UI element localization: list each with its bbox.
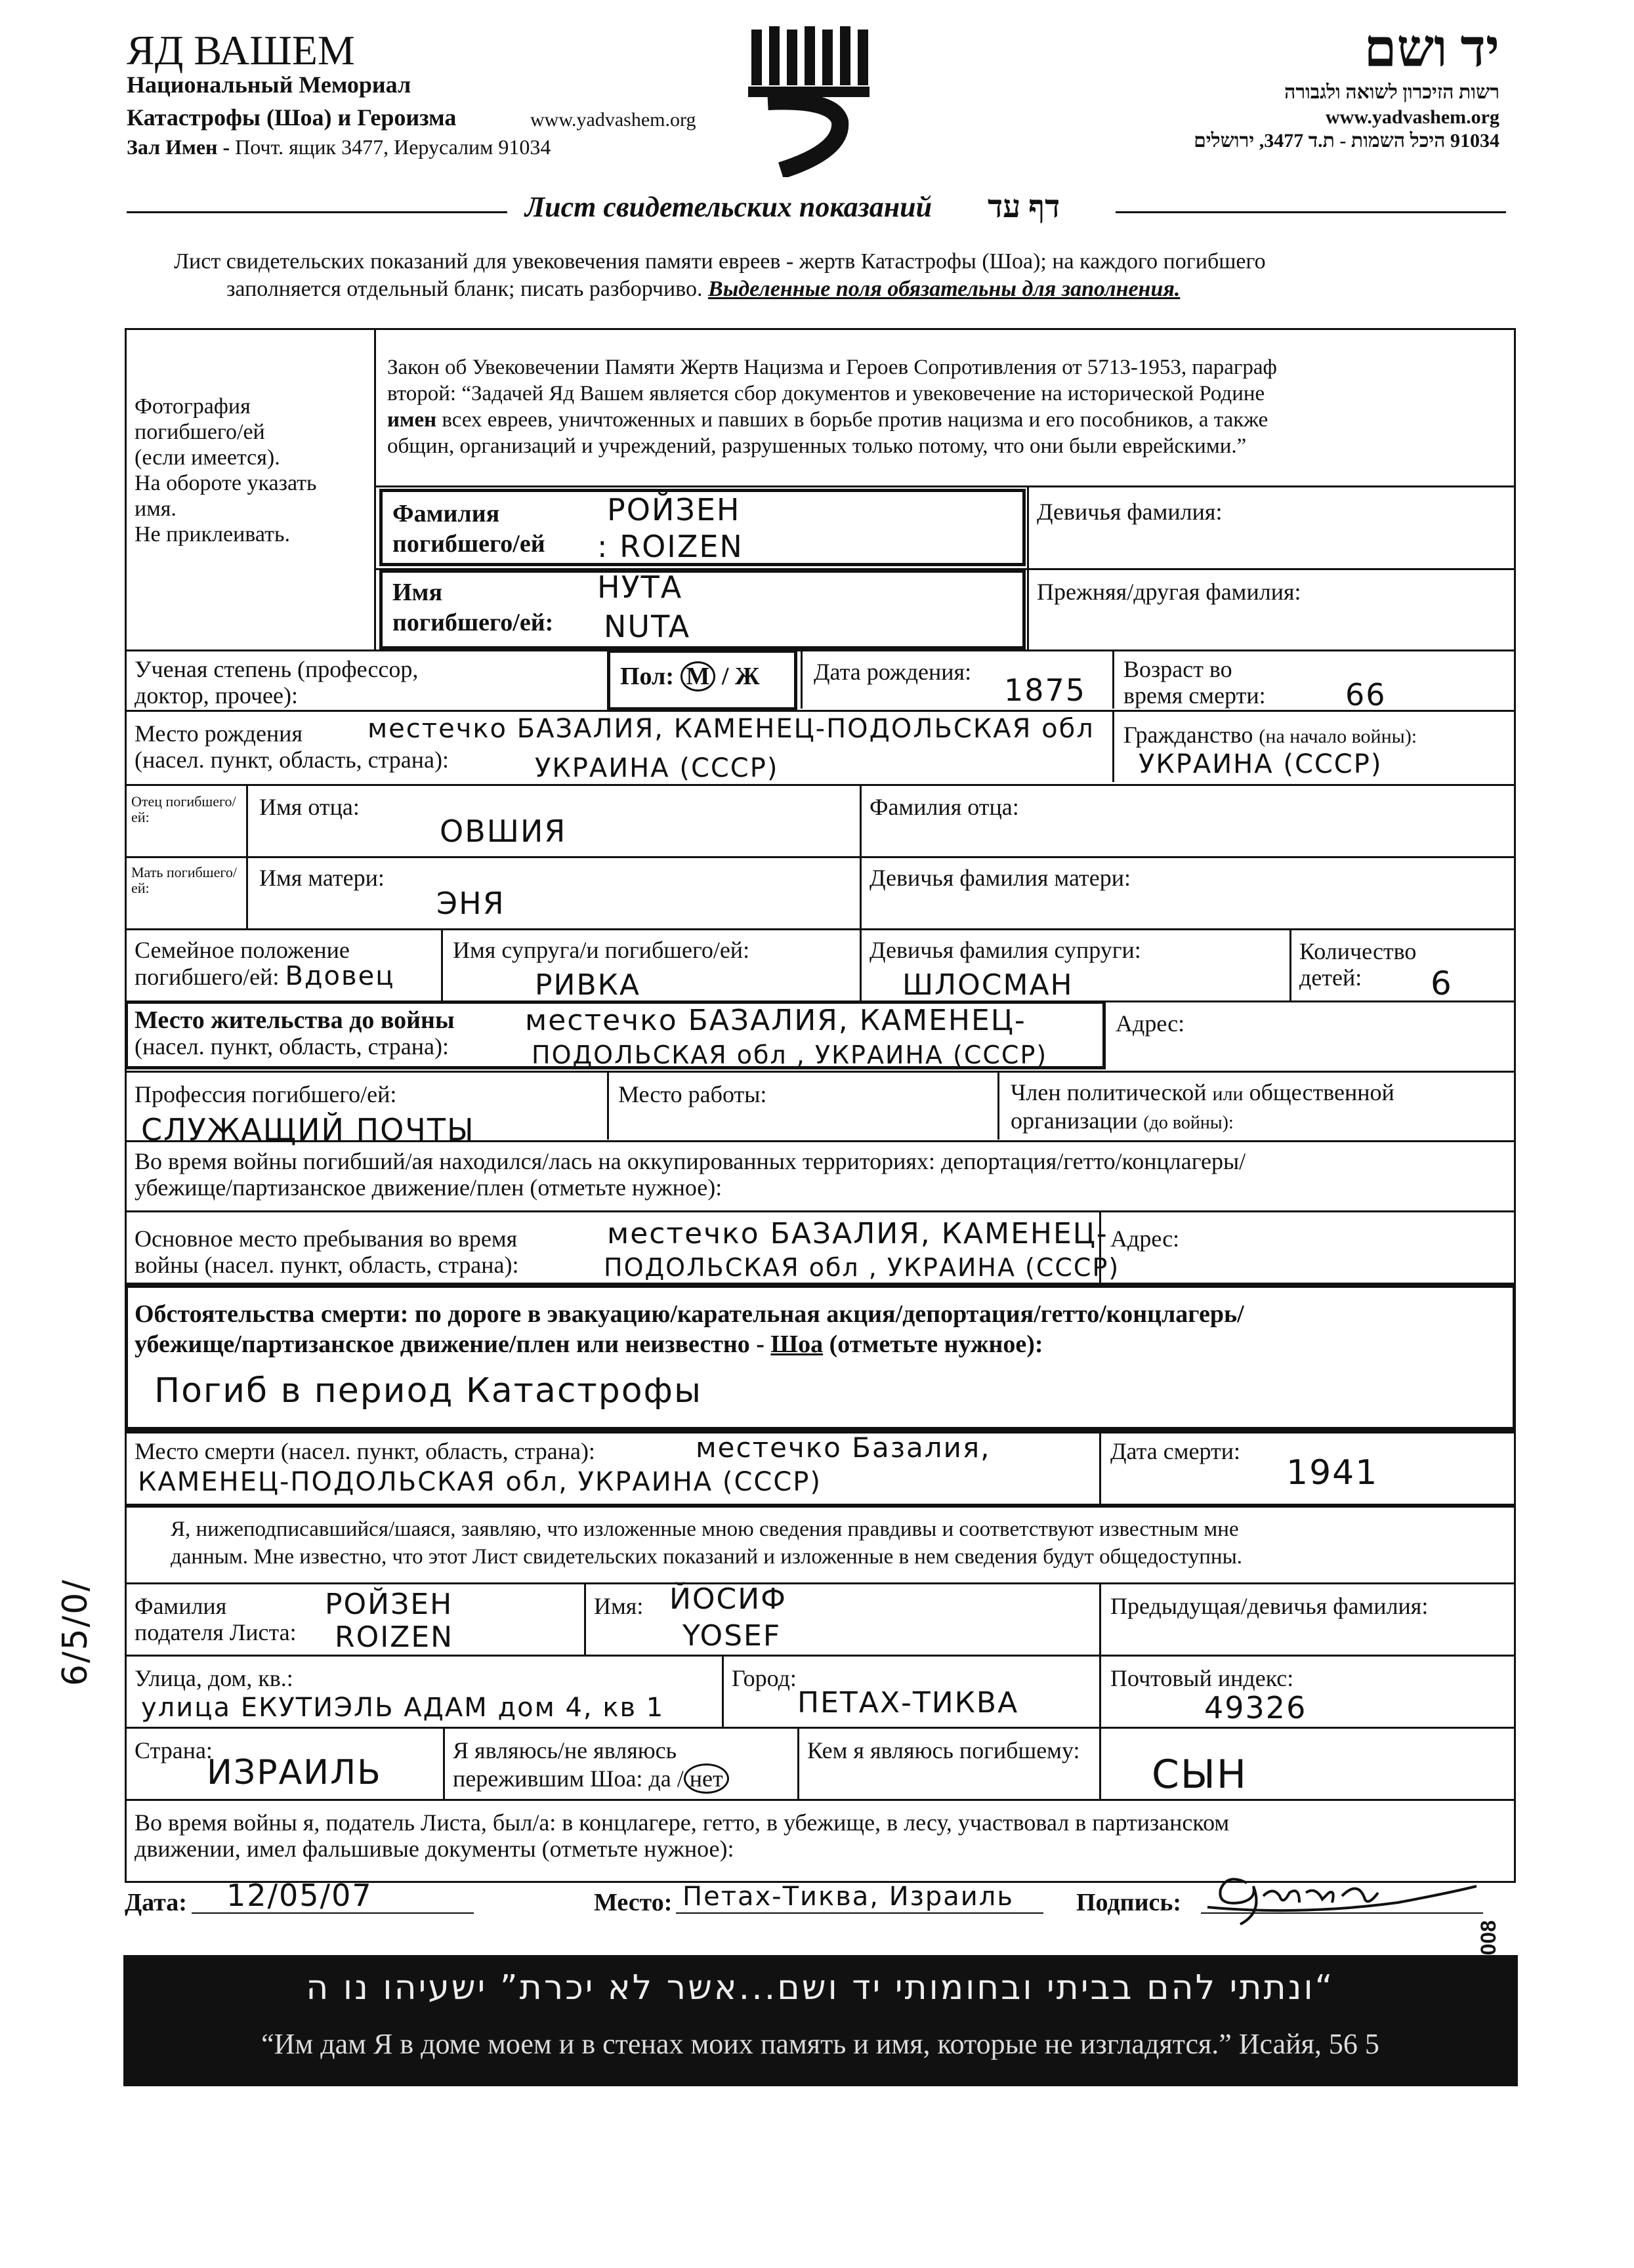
death-place-value2[interactable]: КАМЕНЕЦ-ПОДОЛЬСКАЯ обл, УКРАИНА (СССР)	[138, 1467, 822, 1497]
submitter-name-label: Имя:	[594, 1593, 644, 1619]
survivor-divider	[443, 1727, 445, 1799]
spouse-value[interactable]: РИВКА	[535, 968, 640, 1002]
relation-label: Кем я являюсь погибшему:	[807, 1737, 1080, 1763]
yad-vashem-logo	[742, 13, 873, 177]
victim-surname-l2: погибшего/ей	[392, 530, 545, 558]
member-divider	[997, 1071, 999, 1140]
age-value[interactable]: 66	[1345, 677, 1387, 712]
marital-value[interactable]: Вдовец	[285, 961, 395, 991]
children-value[interactable]: 6	[1431, 964, 1453, 1002]
org-line1: Национальный Мемориал	[127, 72, 411, 98]
law-text	[387, 354, 1277, 459]
law-l3-rest: всех евреев, уничтоженных и павших в борьбе против нацизма и его пособников, а также	[442, 408, 1268, 432]
he-website: www.yadvashem.org	[1325, 106, 1499, 128]
victim-other-surname-label: Прежняя/другая фамилия:	[1037, 579, 1301, 605]
member-l1b: или	[1212, 1083, 1244, 1105]
workplace-divider	[607, 1071, 609, 1140]
survivor-l2-text: пережившим Шоа: да /	[453, 1765, 684, 1792]
victim-name-l2: погибшего/ей:	[392, 609, 554, 636]
submitter-surname-lat[interactable]: ROIZEN	[335, 1620, 454, 1654]
declaration-bottom	[125, 1582, 1516, 1584]
submitter-surname-label	[135, 1593, 297, 1645]
submitter-surname-l2: подателя Листа:	[135, 1619, 297, 1645]
during-l1: Во время войны я, податель Листа, был/а: в концлагере, гетто, в убежище, в лесу, участвовал в партизанском	[135, 1809, 1230, 1836]
marital-l1: Семейное положение	[135, 937, 350, 963]
circ-l2c: (отметьте нужное):	[829, 1330, 1043, 1358]
main-place-label	[135, 1226, 519, 1278]
org-address: Почт. ящик 3477, Иерусалим 91034	[235, 135, 551, 159]
death-date-divider	[1099, 1430, 1101, 1506]
war-l2: убежище/партизанское движение/плен (отметьте нужное):	[135, 1174, 723, 1201]
country-label: Страна:	[135, 1737, 213, 1763]
spouse-maiden-label: Девичья фамилия супруги:	[869, 937, 1141, 963]
circ-l2	[135, 1329, 1244, 1359]
birthplace-bottom	[125, 784, 1516, 786]
main-place-l1: Основное место пребывания во время	[135, 1226, 518, 1252]
sex-field[interactable]	[620, 661, 760, 691]
maiden-divider	[1027, 485, 1029, 649]
dob-label: Дата рождения:	[814, 659, 972, 685]
residence-value1[interactable]: местечко БАЗАЛИЯ, КАМЕНЕЦ-	[525, 1004, 1026, 1037]
place-label: Место:	[594, 1889, 673, 1916]
he-line3: 91034 היכל השמות - ת.ד 3477, ירושלים	[1194, 130, 1499, 152]
photo-instructions	[135, 394, 317, 547]
workplace-label: Место работы:	[618, 1081, 767, 1107]
main-place-l2: войны (насел. пункт, область, страна):	[135, 1252, 519, 1278]
mother-name-value[interactable]: ЭНЯ	[436, 886, 505, 921]
zip-value[interactable]: 49326	[1204, 1690, 1307, 1725]
street-label: Улица, дом, кв.:	[135, 1665, 293, 1691]
photo-l2: погибшего/ей	[135, 420, 265, 444]
submitter-name-ru[interactable]: ЙОСИФ	[669, 1582, 787, 1616]
mother-side-label: Мать погибшего/ей:	[131, 864, 237, 896]
declaration-l1: Я, нижеподписавшийся/шаяся, заявляю, что изложенные мною сведения правдивы и соответствуют известным мне	[171, 1517, 1239, 1541]
father-side-label: Отец погибшего/ей:	[131, 793, 236, 825]
law-names: имен	[387, 408, 437, 432]
he-line1: רשות הזיכרון לשואה ולגבורה	[1284, 81, 1499, 103]
spouse-maiden-value[interactable]: ШЛОСМАН	[902, 968, 1074, 1002]
sex-female[interactable]: / Ж	[721, 663, 760, 690]
victim-surname-l1: Фамилия	[392, 500, 500, 527]
street-bottom	[125, 1727, 1516, 1729]
law-bottom	[374, 485, 1516, 487]
hall-of-names: Зал Имен -	[127, 135, 230, 159]
spouse-maiden-divider	[860, 928, 862, 1000]
submitter-prev-label: Предыдущая/девичья фамилия:	[1110, 1593, 1429, 1619]
city-divider	[722, 1655, 724, 1727]
date-label: Дата:	[125, 1889, 187, 1916]
citizenship-label	[1123, 722, 1417, 748]
circumstances-value[interactable]: Погиб в период Катастрофы	[154, 1371, 703, 1411]
marital-l2	[135, 963, 394, 990]
victim-surname-lat[interactable]: : ROIZEN	[597, 529, 744, 564]
photo-divider	[374, 328, 376, 649]
margin-note: 6/5/0/	[56, 1578, 95, 1686]
main-address-divider	[1099, 1210, 1101, 1283]
marital-label	[135, 937, 394, 990]
sign-underline	[1201, 1912, 1483, 1914]
photo-l6: Не приклеивать.	[135, 522, 290, 546]
war-bottom	[125, 1210, 1516, 1212]
circ-shoah: Шоа	[770, 1330, 824, 1358]
profession-label: Профессия погибшего/ей:	[135, 1081, 397, 1107]
org-name-he: יד ושם	[1364, 20, 1499, 78]
dob-divider-left	[801, 649, 803, 709]
org-line3	[127, 135, 551, 159]
footer-quote-ru: “Им дам Я в доме моем и в стенах моих память и имя, которые не изгладятся.” Исайя, 56 5	[261, 2028, 1379, 2060]
mother-bottom	[125, 928, 1516, 930]
org-line2: Катастрофы (Шоа) и Героизма	[127, 104, 457, 131]
city-label: Город:	[732, 1665, 797, 1691]
children-label	[1299, 938, 1416, 991]
victim-name-lat[interactable]: NUTA	[604, 609, 691, 644]
submitter-surname-l1: Фамилия	[135, 1593, 227, 1619]
dob-value[interactable]: 1875	[1004, 672, 1087, 708]
law-l3	[387, 407, 1277, 433]
spouse-divider	[441, 928, 443, 1000]
submitter-surname-ru[interactable]: РОЙЗЕН	[325, 1588, 453, 1621]
date-underline	[192, 1912, 474, 1914]
dob-bottom	[125, 710, 1516, 712]
submitter-prev-divider	[1099, 1582, 1101, 1799]
member-l2b: (до войны):	[1143, 1113, 1234, 1133]
death-date-value[interactable]: 1941	[1286, 1453, 1379, 1493]
submitter-name-bottom	[125, 1655, 1516, 1657]
war-location-label	[135, 1148, 1246, 1201]
circ-l2a: убежище/партизанское движение/плен или неизвестно -	[135, 1330, 765, 1358]
submitter-name-divider	[584, 1582, 586, 1655]
street-value[interactable]: улица ЕКУТИЭЛЬ АДАМ дом 4, кв 1	[141, 1693, 665, 1723]
form-title: Лист свидетельских показаний	[525, 191, 932, 223]
photo-l5: имя.	[135, 497, 177, 521]
zip-label: Почтовый индекс:	[1110, 1665, 1294, 1691]
member-l1c: общественной	[1249, 1079, 1394, 1105]
victim-maiden-label: Девичья фамилия:	[1037, 499, 1223, 525]
father-name-label: Имя отца:	[259, 794, 360, 820]
title-rule-right	[1116, 211, 1506, 213]
intro-line1: Лист свидетельских показаний для увековечения памяти евреев - жертв Катастрофы (Шоа); на каждого погибшего	[174, 249, 1266, 274]
residence-bottom	[125, 1071, 1516, 1073]
sign-label: Подпись:	[1076, 1889, 1182, 1916]
profession-bottom	[125, 1140, 1516, 1142]
death-place-label: Место смерти (насел. пункт, область, страна):	[135, 1438, 595, 1464]
citizenship-label-sub: (на начало войны):	[1259, 726, 1417, 747]
age-l1: Возраст во	[1123, 656, 1232, 682]
during-war-label	[135, 1809, 1229, 1862]
law-l2: второй: “Задачей Яд Вашем является сбор документов и увековечение на исторической Родине	[387, 382, 1265, 405]
law-l4: общин, организаций и учреждений, разрушенных только потому, что они были еврейскими.”	[387, 434, 1247, 458]
main-place-value1[interactable]: местечко БАЗАЛИЯ, КАМЕНЕЦ-	[607, 1217, 1108, 1250]
circ-l1: Обстоятельства смерти: по дороге в эвакуацию/карательная акция/депортация/гетто/концлагерь/	[135, 1300, 1244, 1328]
father-name-value[interactable]: ОВШИЯ	[440, 814, 567, 849]
title-rule-left	[127, 211, 507, 213]
member-l2	[1011, 1107, 1394, 1136]
photo-l3: (если имеется).	[135, 445, 280, 470]
survivor-l2	[453, 1763, 729, 1794]
sex-male-circled[interactable]: М	[681, 661, 716, 691]
victim-name-ru[interactable]: НУТА	[597, 569, 683, 605]
survivor-label	[453, 1737, 729, 1794]
country-bottom	[125, 1799, 1516, 1801]
children-l2: детей:	[1299, 964, 1362, 991]
place-value[interactable]: Петах-Тиква, Израиль	[682, 1882, 1014, 1912]
place-underline	[676, 1912, 1043, 1914]
intro-line2	[226, 277, 1180, 302]
age-divider	[1112, 649, 1114, 709]
birthplace-value1[interactable]: местечко БАЗАЛИЯ, КАМЕНЕЦ-ПОДОЛЬСКАЯ обл	[367, 714, 1095, 744]
residence-label	[135, 1007, 455, 1060]
residence-value2[interactable]: ПОДОЛЬСКАЯ обл , УКРАИНА (СССР)	[532, 1041, 1048, 1069]
birthplace-value2[interactable]: УКРАИНА (СССР)	[535, 753, 779, 783]
member-l1a: Член политической	[1011, 1079, 1207, 1105]
declaration-l2: данным. Мне известно, что этот Лист свидетельских показаний и изложенные в нем сведения будут общедоступны.	[171, 1545, 1243, 1569]
death-place-value1[interactable]: местечко Базалия,	[696, 1432, 991, 1464]
intro-text: заполняется отдельный бланк; писать разборчиво.	[226, 277, 703, 301]
victim-surname-label	[392, 499, 545, 559]
citizenship-divider	[1112, 710, 1114, 782]
age-l2: время смерти:	[1123, 682, 1266, 709]
org-name-ru: ЯД ВАШЕМ	[127, 27, 355, 73]
death-date-label: Дата смерти:	[1110, 1438, 1241, 1464]
survivor-l1: Я являюсь/не являюсь	[453, 1737, 677, 1763]
law-l1: Закон об Увековечении Памяти Жертв Нацизма и Героев Сопротивления от 5713-1953, параграф	[387, 356, 1277, 379]
residence-address-label: Адрес:	[1116, 1010, 1185, 1037]
children-divider	[1289, 928, 1291, 1000]
mother-maiden-label: Девичья фамилия матери:	[869, 865, 1131, 891]
profession-value[interactable]: СЛУЖАЩИЙ ПОЧТЫ	[141, 1112, 475, 1147]
relation-divider	[797, 1727, 799, 1799]
main-address-label: Адрес:	[1110, 1226, 1180, 1252]
marital-l2-text: погибшего/ей:	[135, 964, 280, 990]
signature-image	[1201, 1866, 1490, 1929]
spouse-label: Имя супруга/и погибшего/ей:	[453, 937, 750, 963]
age-label	[1123, 656, 1266, 709]
war-l1: Во время войны погибший/ая находился/лась на оккупированных территориях: депортация/гетто/концлагеры/	[135, 1148, 1246, 1174]
during-l2: движении, имел фальшивые документы (отметьте нужное):	[135, 1836, 734, 1862]
country-value[interactable]: ИЗРАИЛЬ	[207, 1753, 382, 1792]
intro-required: Выделенные поля обязательны для заполнения.	[708, 277, 1181, 301]
victim-name-l1: Имя	[392, 579, 442, 606]
degree-l1: Ученая степень (профессор,	[135, 656, 419, 682]
member-label	[1011, 1079, 1394, 1136]
circumstances-label	[135, 1299, 1244, 1359]
residence-l1: Место жительства до войны	[135, 1006, 455, 1034]
website: www.yadvashem.org	[530, 109, 696, 131]
citizenship-value[interactable]: УКРАИНА (СССР)	[1139, 749, 1383, 779]
father-surname-label: Фамилия отца:	[869, 794, 1019, 820]
photo-l4: На обороте указать	[135, 471, 317, 495]
citizenship-label-main: Гражданство	[1123, 722, 1253, 748]
degree-label	[135, 656, 418, 709]
footer-years: 2007-2008	[1477, 1920, 1500, 2021]
sex-label: Пол:	[620, 663, 675, 690]
mother-name-label: Имя матери:	[259, 865, 385, 891]
name-bottom	[125, 649, 1516, 651]
victim-name-label	[392, 577, 553, 638]
father-bottom	[125, 856, 1516, 858]
residence-l2: (насел. пункт, область, страна):	[135, 1033, 450, 1060]
degree-l2: доктор, прочее):	[135, 682, 298, 709]
main-place-value2[interactable]: ПОДОЛЬСКАЯ обл , УКРАИНА (СССР)	[604, 1253, 1120, 1282]
submitter-name-lat[interactable]: YOSEF	[682, 1619, 782, 1653]
member-l2a: организации	[1011, 1107, 1138, 1134]
survivor-no-circled[interactable]: нет	[684, 1763, 729, 1794]
city-value[interactable]: ПЕТАХ-ТИКВА	[797, 1686, 1019, 1720]
relation-value[interactable]: СЫН	[1152, 1752, 1247, 1798]
photo-l1: Фотография	[135, 394, 251, 419]
victim-surname-ru[interactable]: РОЙЗЕН	[607, 492, 741, 527]
children-l1: Количество	[1299, 938, 1417, 964]
member-l1	[1011, 1079, 1394, 1107]
date-value[interactable]: 12/05/07	[226, 1878, 373, 1913]
birthplace-l1: Место рождения	[135, 720, 303, 747]
declaration-text	[171, 1515, 1242, 1571]
form-title-he: דף עד	[988, 190, 1060, 224]
birthplace-l2: (насел. пункт, область, страна):	[135, 747, 450, 773]
footer-quote-he: “ונתתי להם בביתי ובחומותי יד ושם...אשר לא יכרת” ישעיהו נו ה	[306, 1968, 1335, 2008]
